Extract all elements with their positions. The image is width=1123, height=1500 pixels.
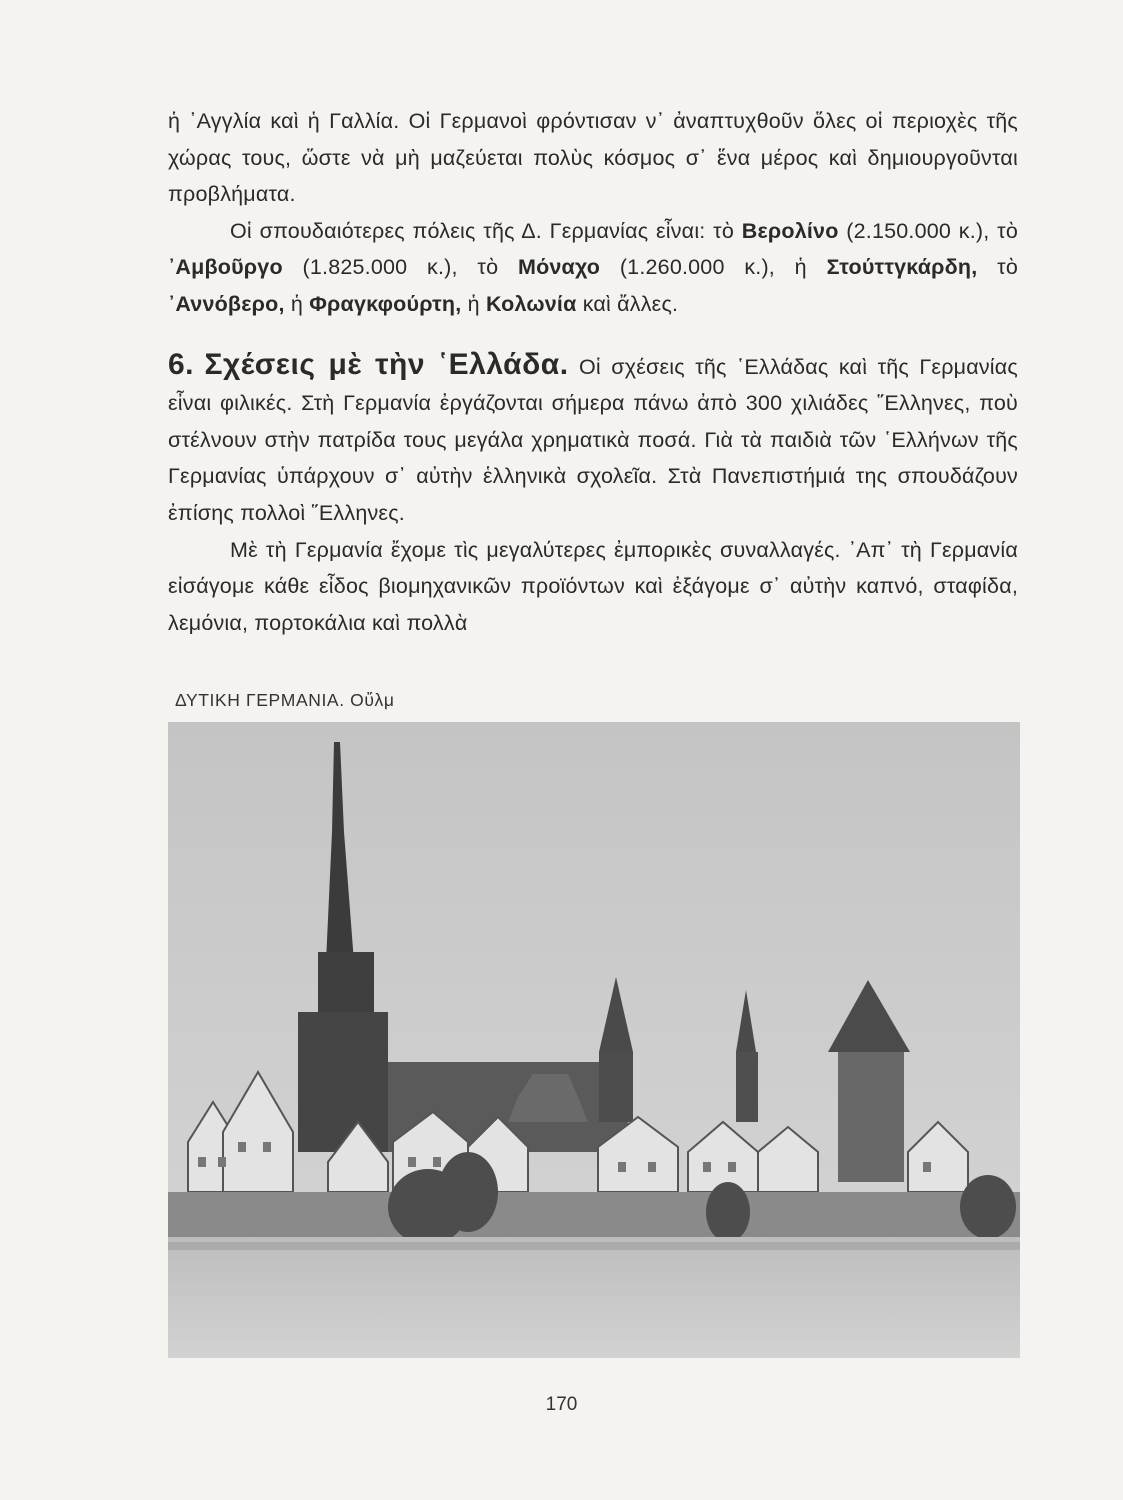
text-run: τὸ xyxy=(977,255,1018,280)
city-cologne: Κολωνία xyxy=(485,291,577,316)
paragraph-trade: Μὲ τὴ Γερμανία ἔχομε τὶς μεγαλύτερες ἐμπορικὲς συναλλαγές. ᾿Απ᾿ τὴ Γερμανία εἰσάγομε κάθε εἶδος βιομηχανικῶν προϊόντων καὶ ἐξάγομε σ᾿ αὐτὴν καπνό, σταφίδα, λεμόνια, πορτοκάλια καὶ πολλὰ xyxy=(168,537,1018,635)
section-number: 6. xyxy=(168,347,195,381)
text-run: (2.150.000 κ.), τὸ xyxy=(838,218,1018,243)
text-run: ἡ xyxy=(284,291,310,316)
city-frankfurt: Φραγκφούρτη, xyxy=(309,291,462,316)
photo-caption: ΔΥΤΙΚΗ ΓΕΡΜΑΝΙΑ. Οὔλμ xyxy=(175,690,395,710)
section-text: Οἱ σχέσεις τῆς ῾Ελλάδας καὶ τῆς Γερμανίας εἶναι φιλικές. Στὴ Γερμανία ἐργάζονται σήμερα πάνω ἀπὸ 300 χιλιάδες ῞Ελληνες, ποὺ στέλνουν στὴν πατρίδα τους μεγάλα χρηματικὰ ποσά. Γιὰ τὰ παιδιὰ τῶν ῾Ελλήνων τῆς Γερμανίας ὑπάρχουν σ᾿ αὐτὴν ἑλληνικὰ σχολεῖα. Στὰ Πανεπιστήμιά της σπουδάζουν ἐπίσης πολλοὶ ῞Ελληνες. xyxy=(168,354,1018,525)
photo-ulm-cathedral xyxy=(168,722,1020,1358)
text-run: Οἱ σπουδαιότερες πόλεις τῆς Δ. Γερμανίας εἶναι: τὸ xyxy=(230,218,742,243)
city-munich: Μόναχο xyxy=(517,255,601,280)
paragraph-1: ἡ ᾿Αγγλία καὶ ἡ Γαλλία. Οἱ Γερμανοὶ φρόντισαν ν᾿ ἀναπτυχθοῦν ὅλες οἱ περιοχὲς τῆς χώρας τους, ὥστε νὰ μὴ μαζεύεται πολὺς κόσμος σ᾿ ἕνα μέρος καὶ δημιουργοῦνται προβλήματα. xyxy=(168,109,1018,207)
text-run: (1.260.000 κ.), ἡ xyxy=(600,255,827,280)
text-run: καὶ ἄλλες. xyxy=(576,291,679,316)
text-run: (1.825.000 κ.), τὸ xyxy=(282,255,518,280)
body-text xyxy=(168,103,1018,641)
page-number: 170 xyxy=(545,1394,578,1415)
section-title: Σχέσεις μὲ τὴν ῾Ελλάδα. xyxy=(204,347,569,381)
city-hamburg: ᾿Αμβοῦργο xyxy=(168,255,283,280)
ulm-skyline-illustration xyxy=(168,722,1020,1358)
city-hannover: ᾿Αννόβερο, xyxy=(168,291,285,316)
city-berlin: Βερολίνο xyxy=(741,218,839,243)
city-stuttgart: Στούττγκάρδη, xyxy=(826,255,978,280)
paragraph-cities xyxy=(168,213,1018,323)
text-run: ἡ xyxy=(461,291,486,316)
section-paragraph xyxy=(168,347,1018,532)
